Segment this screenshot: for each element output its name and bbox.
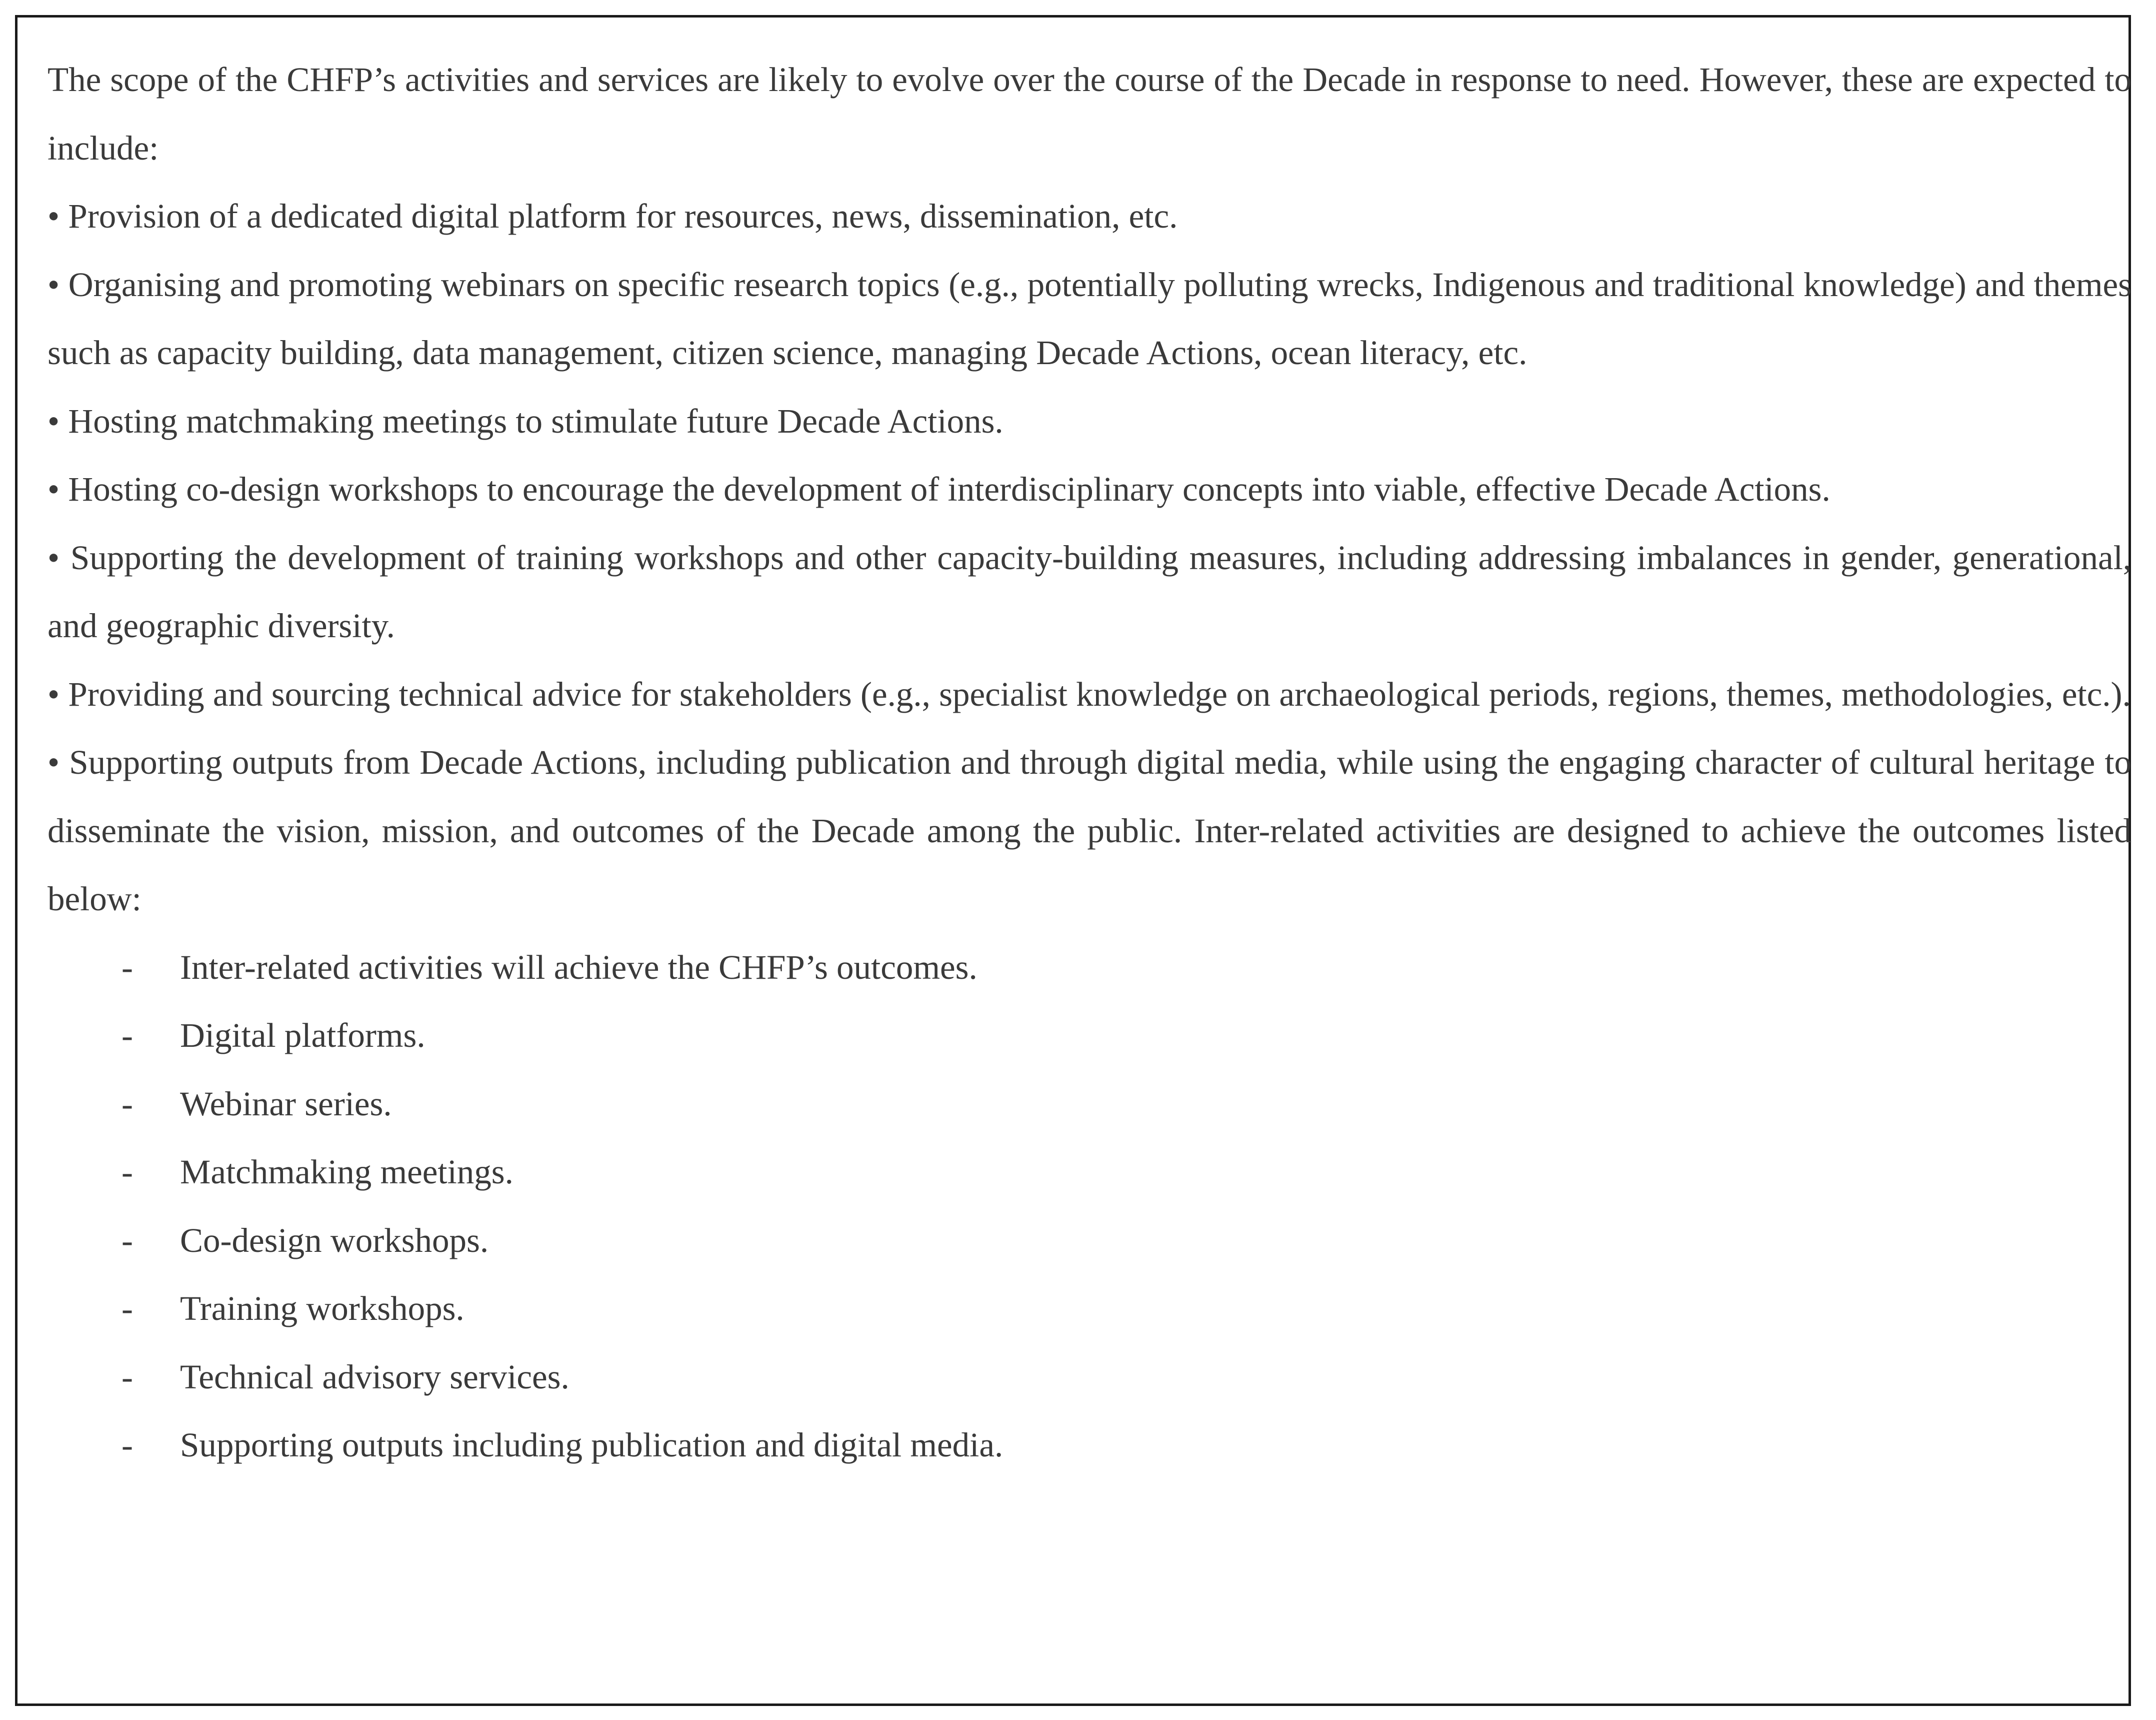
- dash-mark: -: [122, 1221, 133, 1259]
- bullet-mark: •: [48, 197, 60, 235]
- bullet-mark: •: [48, 470, 60, 508]
- outcome-text: Webinar series.: [180, 1084, 392, 1123]
- outcome-item: [48, 1001, 2132, 1070]
- bullet-text: Providing and sourcing technical advice for stakeholders (e.g., specialist knowledge on archaeological periods, regions, themes, methodologies, etc.).: [68, 675, 2131, 713]
- bullet-text: Hosting co-design workshops to encourage the development of interdisciplinary concepts into viable, effective Decade Actions.: [68, 470, 1830, 508]
- text-box-content: [48, 46, 2132, 1479]
- text-box: [15, 15, 2131, 1706]
- intro-paragraph: The scope of the CHFP’s activities and services are likely to evolve over the course of the Decade in response to need. However, these are expected to include:: [48, 61, 2132, 167]
- outcome-item: [48, 1070, 2132, 1138]
- bullet-item: [48, 251, 2132, 387]
- outcome-text: Inter-related activities will achieve the CHFP’s outcomes.: [180, 948, 978, 986]
- bullet-item: [48, 455, 2132, 524]
- bullet-text: Supporting outputs from Decade Actions, including publication and through digital media, while using the engaging character of cultural heritage to disseminate the vision, mission, and outcomes of the Decade among the public. Inter-related activities are designed to achieve the outcomes listed below:: [48, 743, 2132, 918]
- outcome-text: Supporting outputs including publication and digital media.: [180, 1426, 1004, 1464]
- dash-mark: -: [122, 1426, 133, 1464]
- bullet-text: Provision of a dedicated digital platform for resources, news, dissemination, etc.: [68, 197, 1178, 235]
- outcome-item: [48, 1138, 2132, 1206]
- bullet-mark: •: [48, 675, 60, 713]
- bullet-list: [48, 182, 2132, 933]
- dash-mark: -: [122, 1084, 133, 1123]
- dash-mark: -: [122, 1016, 133, 1054]
- dash-mark: -: [122, 1153, 133, 1191]
- bullet-text: Organising and promoting webinars on specific research topics (e.g., potentially polluting wrecks, Indigenous and traditional knowledge) and themes such as capacity building, data management, citizen science, managing Decade Actions, ocean literacy, etc.: [48, 265, 2132, 372]
- outcome-text: Technical advisory services.: [180, 1357, 570, 1396]
- bullet-mark: •: [48, 538, 60, 577]
- outcomes-list: [48, 933, 2132, 1479]
- outcome-text: Training workshops.: [180, 1289, 464, 1327]
- outcome-item: [48, 933, 2132, 1002]
- dash-mark: -: [122, 1289, 133, 1327]
- bullet-item: [48, 524, 2132, 660]
- bullet-item: [48, 728, 2132, 933]
- bullet-item: [48, 387, 2132, 456]
- bullet-mark: •: [48, 743, 60, 781]
- bullet-item: [48, 182, 2132, 251]
- dash-mark: -: [122, 1357, 133, 1396]
- outcome-item: [48, 1343, 2132, 1411]
- bullet-mark: •: [48, 265, 60, 304]
- outcome-text: Matchmaking meetings.: [180, 1153, 514, 1191]
- outcome-text: Digital platforms.: [180, 1016, 426, 1054]
- bullet-item: [48, 660, 2132, 729]
- outcome-item: [48, 1411, 2132, 1479]
- bullet-text: Hosting matchmaking meetings to stimulate future Decade Actions.: [68, 402, 1004, 440]
- bullet-text: Supporting the development of training workshops and other capacity-building measures, including addressing imbalances in gender, generational, and geographic diversity.: [48, 538, 2132, 645]
- outcome-item: [48, 1274, 2132, 1343]
- outcome-item: [48, 1206, 2132, 1275]
- outcome-text: Co-design workshops.: [180, 1221, 489, 1259]
- bullet-mark: •: [48, 402, 60, 440]
- dash-mark: -: [122, 948, 133, 986]
